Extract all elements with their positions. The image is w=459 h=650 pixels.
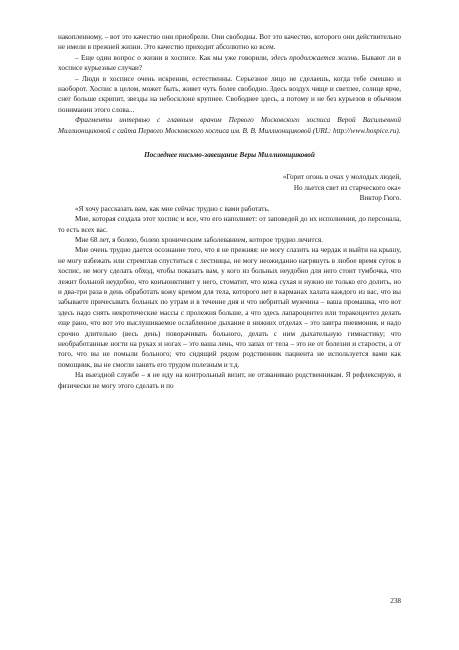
question-text-end: . Бывают ли в хосписе курьезные случаи? (58, 53, 401, 73)
letter-paragraph: Мне очень трудно дается осознание того, что я не прежняя: не могу слазить на чердак и выйти на крышу, не могу взбежать или стремглав спуститься с лестницы, не могу неожиданно нагрянуть в любое время суток в хоспис, не могу сделать обход, чтобы показать вам, у кого из больных неудобно для него стоит тумбочка, что лежит больной неудобно, что конъюнктивит у него, стоматит, что кожа сухая и нужно не только его долить, но и два-три раза в день обработать кожу кремом для тела, которого нет в карманах халата каждого из вас, что вы забываете причесывать больных по утрам и в течение дня и что небритый мужчина – ваша промашка, что вот здесь надо снять некротические массы с пролежня больше, а что здесь лапароцентез или торакоцентез делать еще рано, что вот это выслушиваемое ослабленное дыхание в нижних отделах – это завтра пневмония, и надо срочно длительно (весь день) поворачивать больного, делать с ним дыхательную гимнастику; что необработанные ногти на руках и ногах – это ваша лень, что запах от тела – это не от болезни и старости, а от того, что вы не помыли больного; что сидящий рядом родственник пациента не используется вами как помощник, вы не смогли занять его трудом полезным и т.д. (58, 246, 401, 369)
paragraph: накопленному, – вот это качество они приобрели. Они свободны. Вот это качество, которого они действительно не имели в прежней жизни. Это качество приходит абсолютно ко всем. (58, 33, 401, 52)
paragraph: – Люди в хосписе очень искренни, естественны. Серьезное лицо не сделаешь, когда тебе смешно и наоборот. Хоспис в целом, может быть, живет чуть более свободно. Здесь воздух чище и светлее, солнце ярче, снег больше скрипит, звезды на небосклоне крупнее. Свободнее здесь, а потому и не без курьезов в обычном понимании этого слова... (58, 74, 401, 114)
question-emphasis: здесь продолжается жизнь (270, 53, 358, 62)
letter-paragraph: Мне, которая создала этот хоспис и все, что его наполняет: от заповедей до их исполнения, до персонала, то есть всех вас. (58, 215, 401, 234)
source-note: Фрагменты интервью с главным врачом Первого Московского хосписа Верой Васильевной Миллионщиковой с сайта Первого Московского хосписа им. В. В. Миллионщиковой (URL: http://www.hospice.ru). (58, 116, 401, 135)
letter-paragraph: Мне 68 лет, я болею, болею хроническим заболеванием, которое трудно лечится. (75, 235, 323, 244)
page-number: 238 (390, 597, 401, 605)
epigraph-author: Виктор Гюго. (359, 194, 401, 203)
epigraph (58, 172, 401, 203)
letter-paragraph: На выездной службе – я не иду на контрольный визит, не отзваниваю родственникам. Я рефлексирую, я физически не могу этого сделать и по (58, 371, 401, 390)
epigraph-line: «Горит огонь в очах у молодых людей, (282, 173, 401, 182)
letter-paragraph: «Я хочу рассказать вам, как мне сейчас трудно с вами работать. (75, 204, 270, 213)
question-text-start: – Еще один вопрос о жизни в хосписе. Как мы уже говорили, (75, 53, 271, 62)
paragraph-question (58, 53, 401, 74)
letter-title: Последнее письмо-завещание Веры Миллионщиковой (144, 151, 315, 160)
epigraph-line: Но льется свет из старческого ока» (293, 183, 401, 192)
